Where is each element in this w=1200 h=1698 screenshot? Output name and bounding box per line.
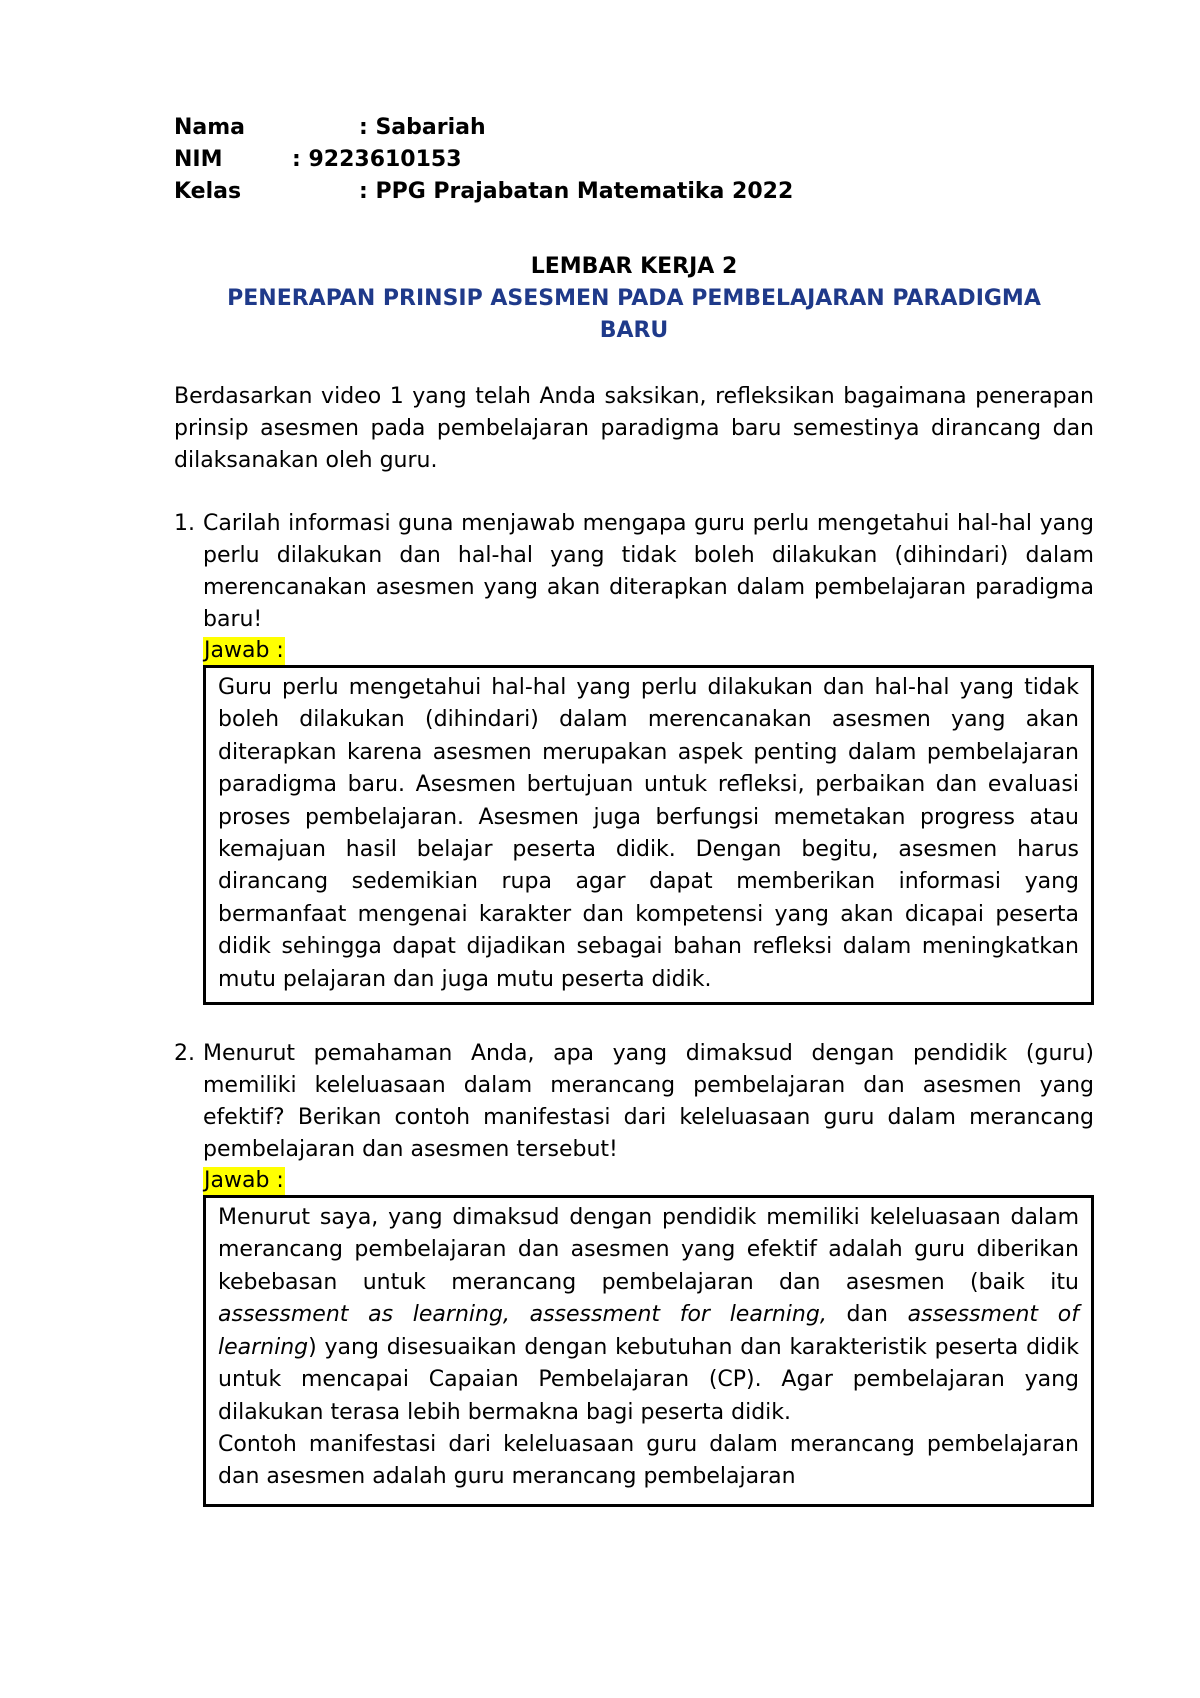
question-item (174, 508, 1094, 1005)
answer-text: Guru perlu mengetahui hal-hal yang perlu dilakukan dan hal-hal yang tidak boleh dilakukan (dihindari) dalam merencanakan asesmen yang akan diterapkan karena asesmen merupakan aspek penting dalam pembelajaran paradigma baru. Asesmen bertujuan untuk refleksi, perbaikan dan evaluasi proses pembelajaran. Asesmen juga berfungsi memetakan progress atau kemajuan hasil belajar peserta didik. Dengan begitu, asesmen harus dirancang sedemikian rupa agar dapat memberikan informasi yang bermanfaat mengenai karakter dan kompetensi yang akan dicapai peserta didik sehingga dapat dijadikan sebagai bahan refleksi dalam meningkatkan mutu pelajaran dan juga mutu peserta didik. (218, 675, 1079, 992)
nim-value: : 9223610153 (292, 147, 462, 172)
jawab-label: Jawab : (204, 638, 284, 663)
kelas-label: Kelas (174, 179, 242, 204)
answer-example-paragraph: Contoh manifestasi dari keleluasaan guru dalam merancang pembelajaran dan asesmen adalah guru merancang pembelajaran (218, 1431, 1079, 1490)
kelas-row (174, 176, 1094, 208)
question-list (174, 508, 1094, 1507)
question-number: 2. (174, 1041, 195, 1067)
intro-paragraph: Berdasarkan video 1 yang telah Anda saksikan, refleksikan bagaimana penerapan prinsip asesmen pada pembelajaran paradigma baru semestinya dirancang dan dilaksanakan oleh guru. (174, 384, 1094, 473)
worksheet-subtitle-line1: PENERAPAN PRINSIP ASESMEN PADA PEMBELAJARAN PARADIGMA (227, 286, 1041, 311)
answer-italic-2: assessment of learning (218, 1302, 1079, 1360)
question-number: 1. (174, 511, 195, 536)
document-page (174, 112, 1094, 1507)
nama-row (174, 112, 1094, 144)
answer-text-part3: ) yang disesuaikan dengan kebutuhan dan karakteristik peserta didik untuk mencapai Capaian Pembelajaran (CP). Agar pembelajaran yang dilakukan terasa lebih bermakna bagi peserta didik. (218, 1334, 1079, 1425)
answer-text-part2: dan (826, 1302, 908, 1328)
worksheet-title: LEMBAR KERJA 2 (530, 254, 738, 279)
question-item (174, 1038, 1094, 1507)
answer-box (203, 1195, 1094, 1507)
nim-row (174, 144, 1094, 176)
answer-text (218, 1202, 1079, 1429)
nama-value: : Sabariah (359, 115, 486, 140)
question-text: Carilah informasi guna menjawab mengapa guru perlu mengetahui hal-hal yang perlu dilakukan dan hal-hal yang tidak boleh dilakukan (dihindari) dalam merencanakan asesmen yang akan diterapkan dalam pembelajaran paradigma baru! (203, 511, 1094, 632)
answer-italic-1: assessment as learning, assessment for learning, (218, 1302, 827, 1328)
question-text: Menurut pemahaman Anda, apa yang dimaksud dengan pendidik (guru) memiliki keleluasaan dalam merancang pembelajaran dan asesmen yang efektif? Berikan contoh manifestasi dari keleluasaan guru dalam merancang pembelajaran dan asesmen tersebut! (203, 1041, 1094, 1163)
nama-label: Nama (174, 115, 246, 140)
answer-text-part1: Menurut saya, yang dimaksud dengan pendidik memiliki keleluasaan dalam merancang pembelajaran dan asesmen yang efektif adalah guru diberikan kebebasan untuk merancang pembelajaran dan asesmen (baik itu (218, 1205, 1079, 1295)
answer-box (203, 665, 1094, 1005)
nim-label: NIM (174, 147, 223, 172)
worksheet-subtitle-line2: BARU (599, 318, 669, 343)
kelas-value: : PPG Prajabatan Matematika 2022 (359, 179, 794, 204)
jawab-label: Jawab : (204, 1168, 284, 1194)
